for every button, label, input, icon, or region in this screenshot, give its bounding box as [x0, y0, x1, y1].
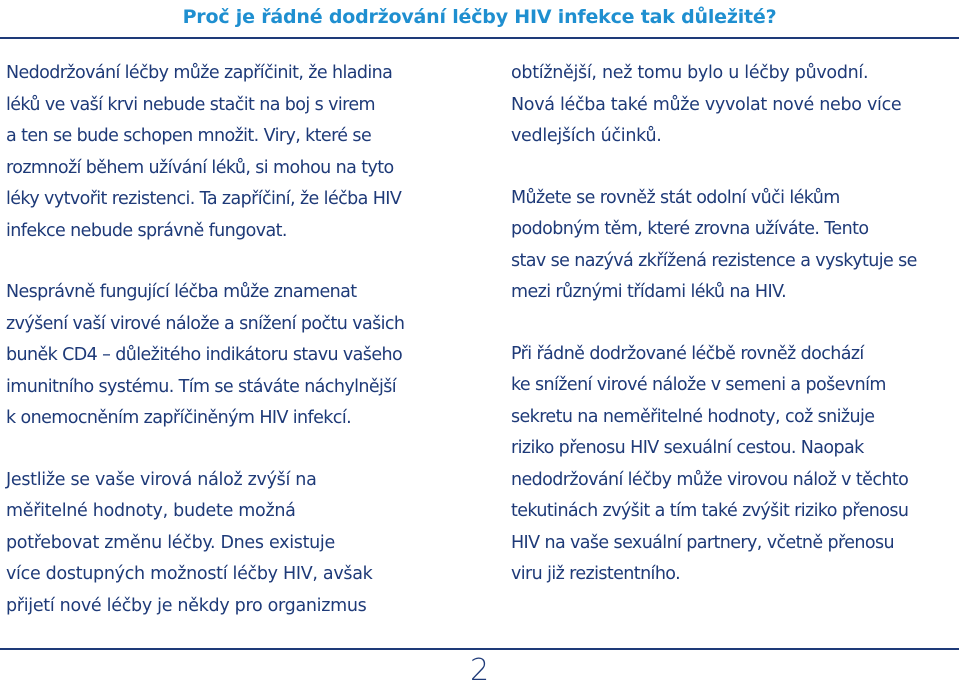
- page-number: 2: [469, 653, 490, 688]
- right-paragraph-3: Při řádně dodržované léčbě rovněž dochází ke snížení virové nálože v semeni a poševním sekretu na neměřitelné hodnoty, což snižuje riziko přenosu HIV sexuální cestou. Naopak nedodržování léčby může virovou nálož v těchto tekutinách zvýšit a tím také zvýšit riziko přenosu HIV na vaše sexuální partnery, včetně přenosu viru již rezistentního.: [511, 343, 909, 584]
- right-paragraph-2: Můžete se rovněž stát odolní vůči lékům podobným těm, které zrovna užíváte. Tento stav se nazývá zkřížená rezistence a vyskytuje se mezi různými třídami léků na HIV.: [511, 187, 917, 302]
- left-paragraph-2: Nesprávně fungující léčba může znamenat zvýšení vaší virové nálože a snížení počtu vašich buněk CD4 – důležitého indikátoru stavu vašeho imunitního systému. Tím se stáváte náchylnější k onemocněním zapříčiněným HIV infekcí.: [6, 282, 405, 428]
- left-paragraph-3: Jestliže se vaše virová nálož zvýší na měřitelné hodnoty, budete možná potřebovat změnu léčby. Dnes existuje více dostupných možností léčby HIV, avšak přijetí nové léčby je někdy pro organizmus: [6, 469, 373, 616]
- left-paragraph-1: Nedodržování léčby může zapříčinit, že hladina léků ve vaší krvi nebude stačit na boj s virem a ten se bude schopen množit. Viry, které se rozmnoží během užívání léků, si mohou na tyto léky vytvořit rezistenci. Ta zapříčiní, že léčba HIV infekce nebude správně fungovat.: [6, 63, 402, 241]
- right-column: [511, 58, 956, 621]
- right-paragraph-1: obtížnější, než tomu bylo u léčby původní. Nová léčba také může vyvolat nové nebo více vedlejších účinků.: [511, 63, 902, 146]
- left-column: [6, 58, 456, 652]
- bottom-divider: [0, 648, 959, 650]
- page-title: Proč je řádné dodržování léčby HIV infekce tak důležité?: [182, 6, 777, 28]
- top-divider: [0, 37, 959, 39]
